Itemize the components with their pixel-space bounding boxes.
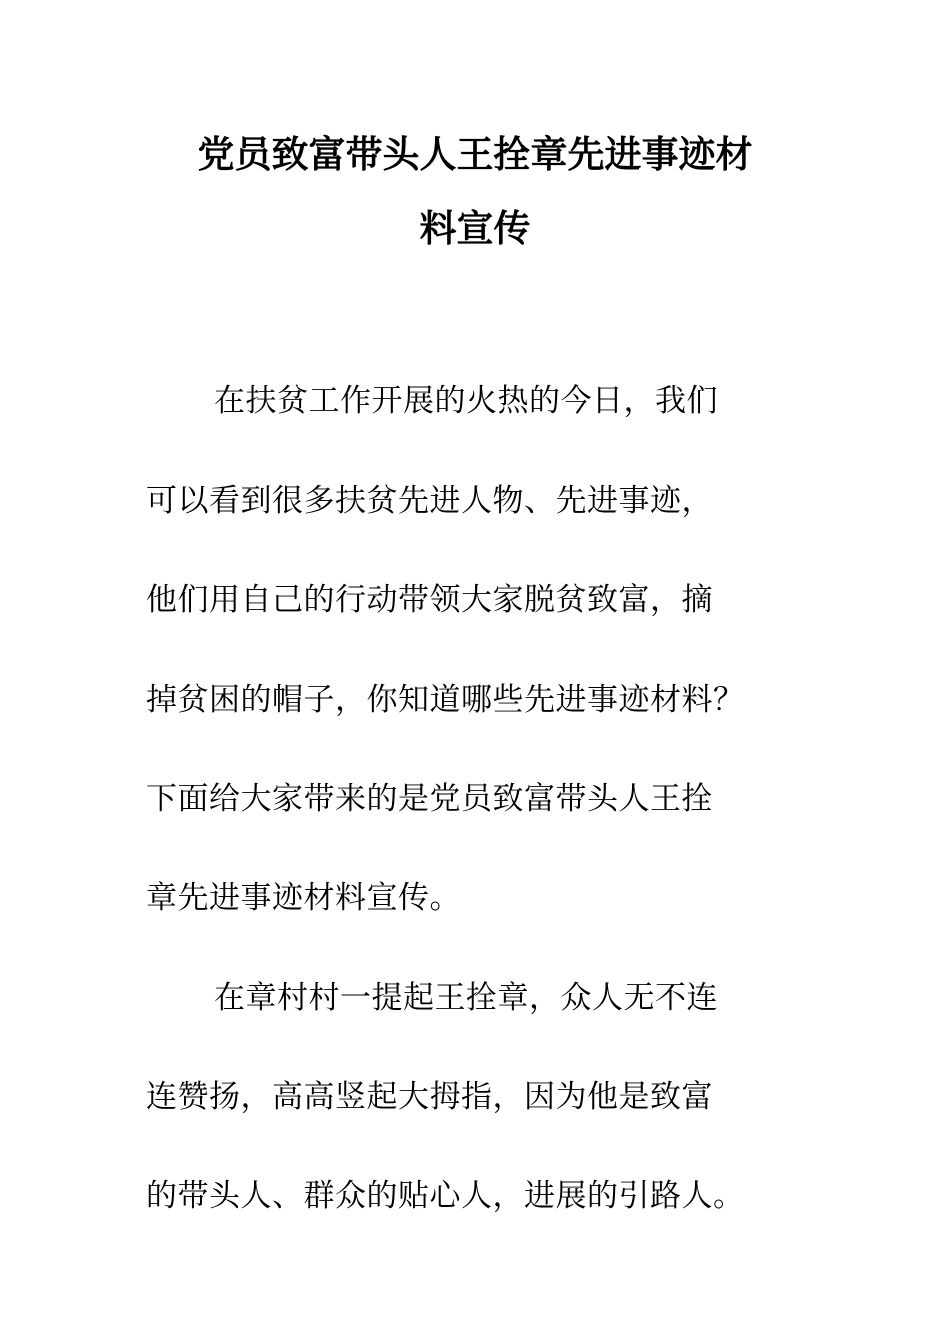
paragraph-2-line-3: 的带头人、群众的贴心人，进展的引路人。 bbox=[146, 1178, 745, 1214]
paragraph-1-line-2: 可以看到很多扶贫先进人物、先进事迹， bbox=[146, 483, 713, 519]
paragraph-1-line-4: 掉贫困的帽子，你知道哪些先进事迹材料？ bbox=[146, 682, 745, 718]
paragraph-1-line-3: 他们用自己的行动带领大家脱贫致富，摘 bbox=[146, 582, 713, 618]
document-title-line-1: 党员致富带头人王拴章先进事迹材 bbox=[197, 132, 753, 176]
paragraph-2-line-2: 连赞扬，高高竖起大拇指，因为他是致富 bbox=[146, 1079, 713, 1115]
paragraph-1-line-1: 在扶贫工作开展的火热的今日，我们 bbox=[214, 383, 718, 419]
document-title-line-2: 料宣传 bbox=[419, 206, 531, 250]
paragraph-2-line-1: 在章村村一提起王拴章，众人无不连 bbox=[214, 980, 718, 1016]
paragraph-1-line-5: 下面给大家带来的是党员致富带头人王拴 bbox=[146, 781, 713, 817]
paragraph-1-line-6: 章先进事迹材料宣传。 bbox=[146, 880, 461, 916]
